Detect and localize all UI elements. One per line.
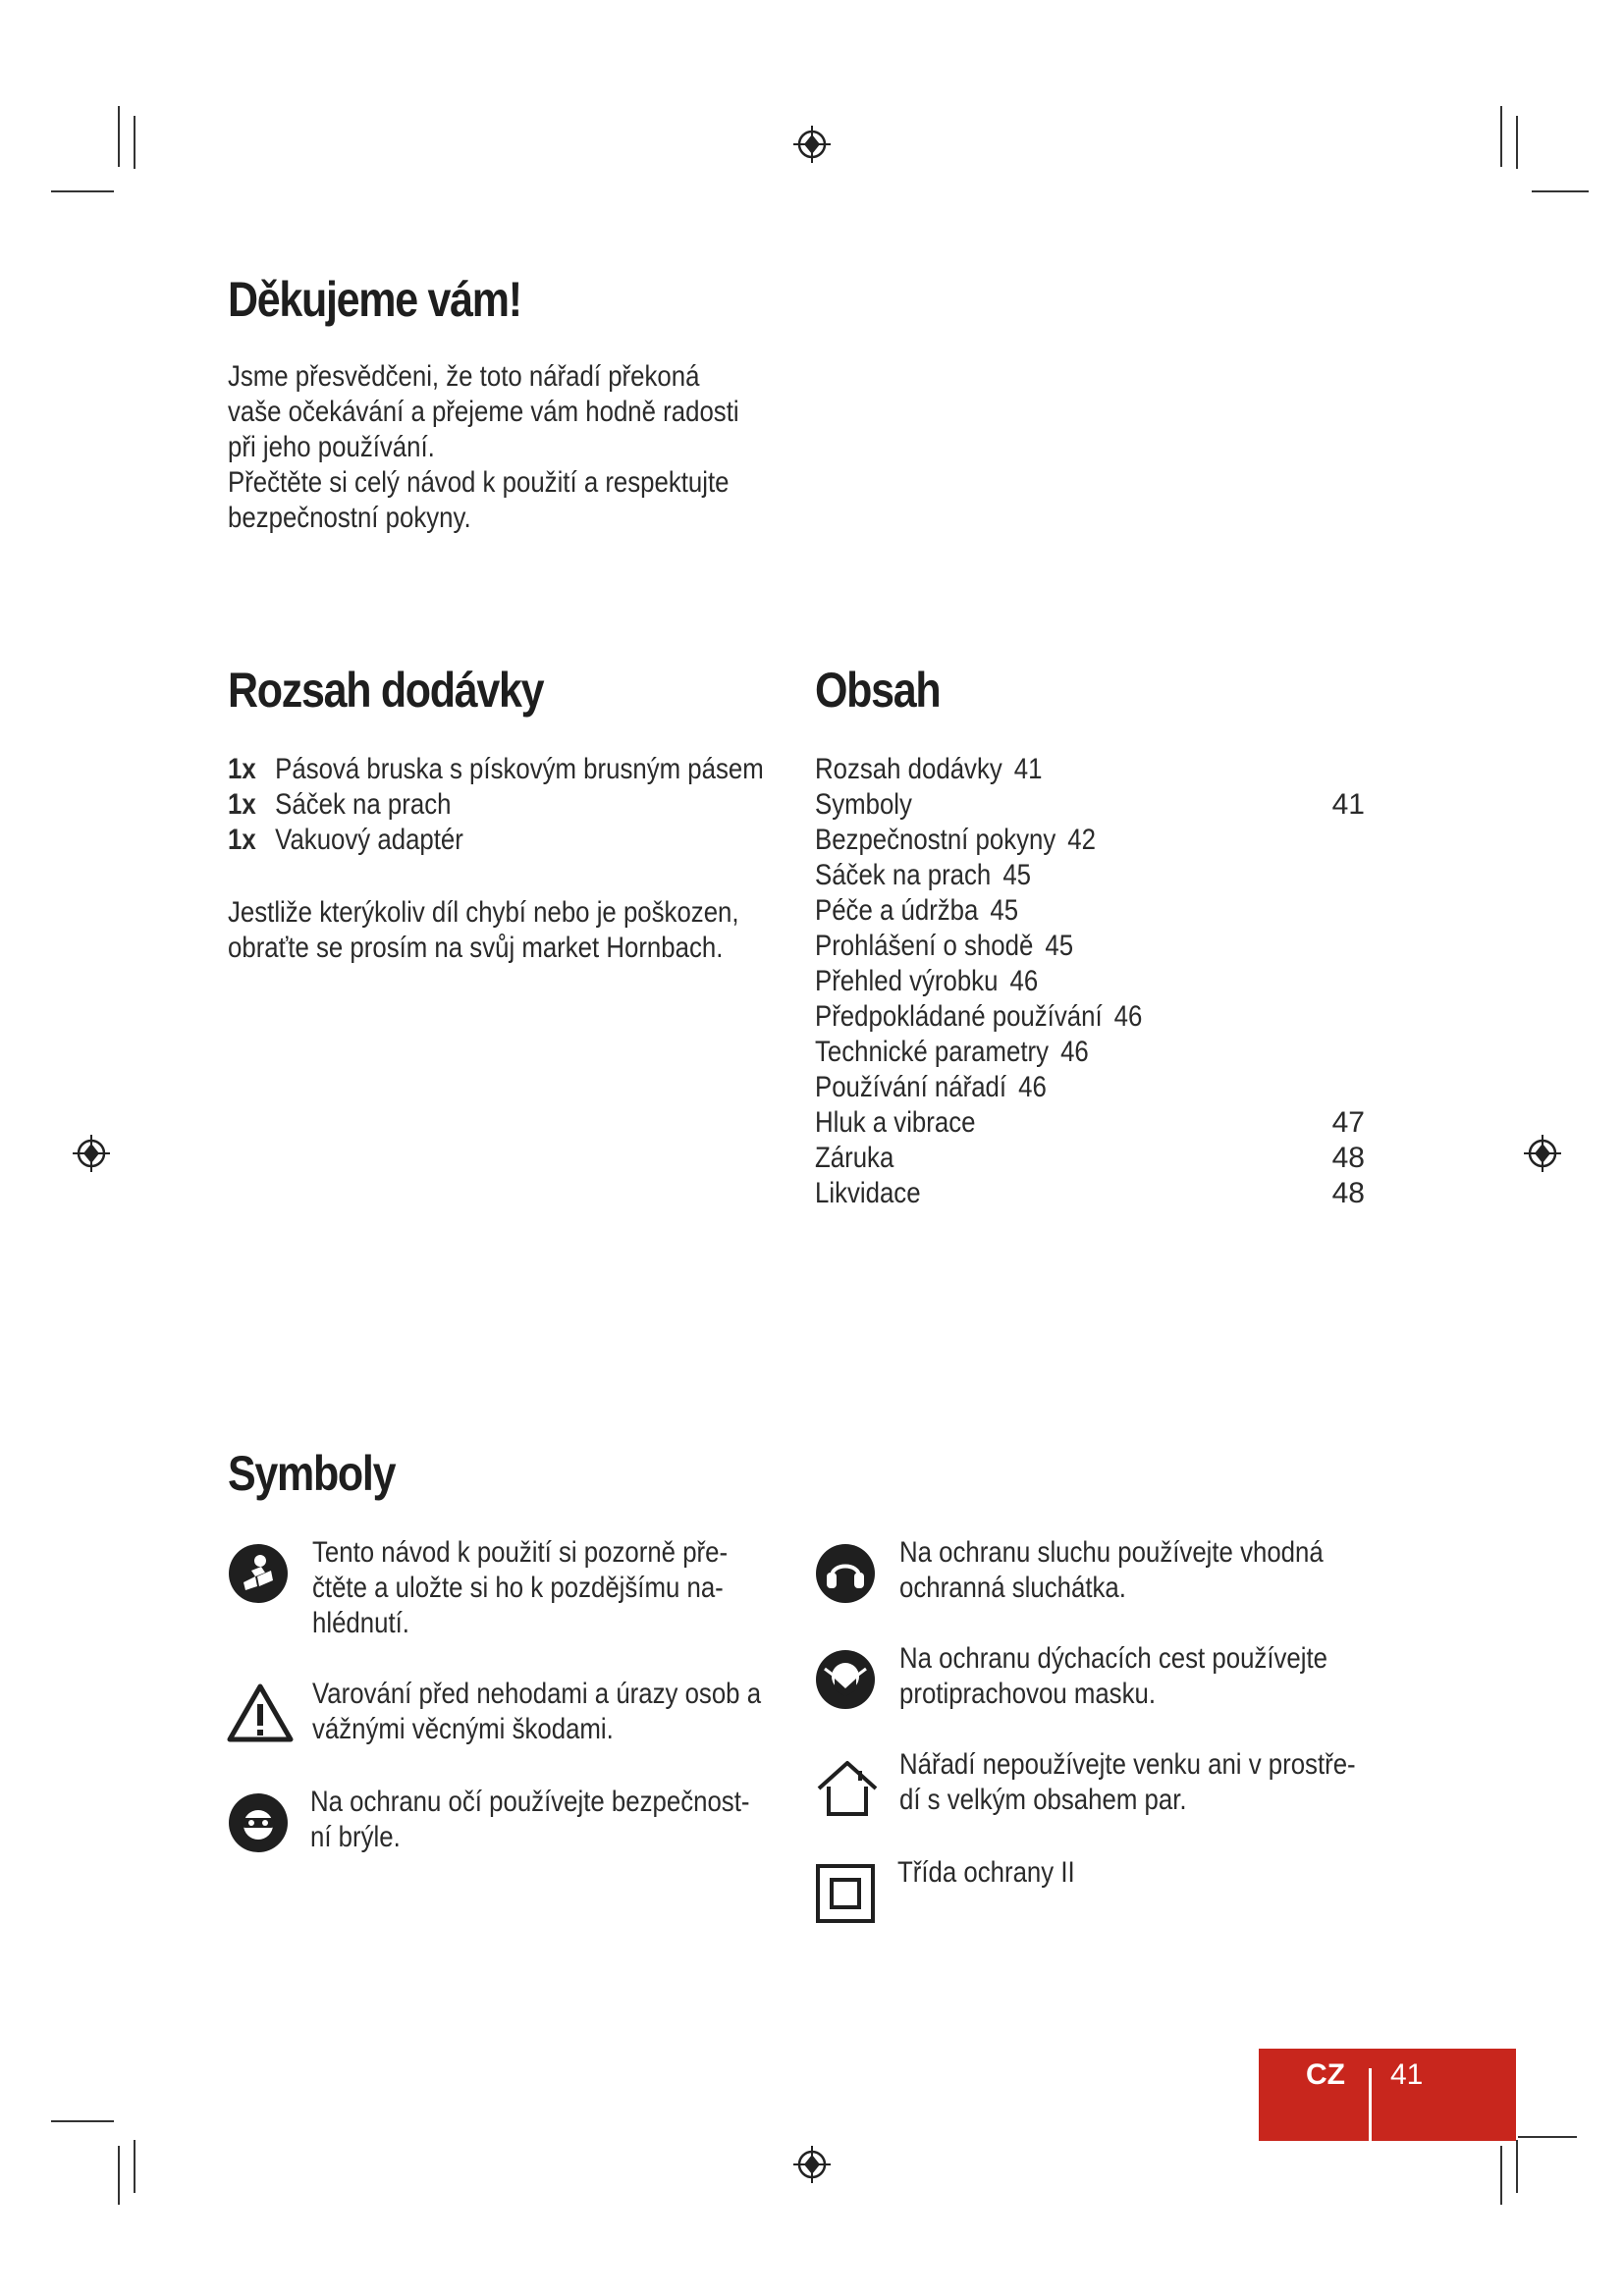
thanks-line: vaše očekávání a přejeme vám hodně radosti — [228, 396, 739, 428]
contents-list — [815, 752, 1365, 1223]
symbol-text-line: dí s velkým obsahem par. — [899, 1784, 1187, 1816]
symbol-text-line: protiprachovou masku. — [899, 1678, 1157, 1710]
contents-entry-page: 41 — [1013, 753, 1043, 785]
contents-entry — [815, 823, 1096, 858]
safety-goggles-icon — [228, 1792, 289, 1858]
symbol-text-line: hlédnutí. — [312, 1607, 409, 1639]
delivery-label: Pásová bruska s pískovým brusným pásem — [275, 753, 764, 785]
contents-entry — [815, 1105, 975, 1141]
ear-protection-icon — [815, 1543, 876, 1609]
contents-entry-label: Technické parametry — [815, 1036, 1050, 1068]
delivery-item — [228, 787, 819, 823]
contents-entry-label: Záruka — [815, 1142, 894, 1174]
delivery-label: Sáček na prach — [275, 788, 452, 821]
thanks-line: při jeho používání. — [228, 431, 435, 463]
read-manual-icon — [228, 1543, 289, 1609]
contents-entry-page: 45 — [990, 894, 1019, 927]
delivery-item — [228, 823, 819, 858]
symbol-text-line: Na ochranu dýchacích cest používejte — [899, 1642, 1327, 1675]
contents-entry-page: 46 — [1113, 1000, 1143, 1033]
contents-entry-page: 41 — [1331, 788, 1365, 821]
symbol-description — [899, 1641, 1327, 1712]
symbol-text-line: Tento návod k použití si pozorně pře- — [312, 1536, 729, 1569]
thanks-line: Přečtěte si celý návod k použití a respektujte — [228, 466, 730, 499]
contents-entry-page: 45 — [1002, 859, 1032, 891]
symbol-text-line: vážnými věcnými škodami. — [312, 1713, 614, 1745]
symbol-text-line: Na ochranu očí používejte bezpečnost- — [310, 1786, 750, 1818]
language-label: CZ — [1306, 2058, 1345, 2091]
contents-entry-page: 45 — [1045, 930, 1074, 962]
symbol-text-line: Třída ochrany II — [897, 1856, 1075, 1889]
thanks-line: bezpečnostní pokyny. — [228, 502, 471, 534]
delivery-qty: 1x — [228, 788, 256, 821]
contents-entry-label: Bezpečnostní pokyny — [815, 824, 1056, 856]
contents-entry — [815, 1176, 921, 1211]
contents-entry — [815, 964, 1038, 999]
contents-entry-page: 47 — [1331, 1106, 1365, 1139]
contents-entry-page: 42 — [1067, 824, 1097, 856]
contents-entry — [815, 1070, 1047, 1105]
registration-mark-icon — [71, 1133, 112, 1174]
contents-entry — [815, 1035, 1089, 1070]
contents-entry-label: Přehled výrobku — [815, 965, 999, 997]
symbols-title: Symboly — [228, 1446, 396, 1501]
contents-entry-label: Likvidace — [815, 1177, 921, 1209]
delivery-item — [228, 752, 819, 787]
symbol-text-line: Na ochranu sluchu používejte vhodná — [899, 1536, 1324, 1569]
thanks-paragraph — [228, 359, 785, 536]
tab-divider — [1369, 2068, 1372, 2141]
warning-triangle-icon — [226, 1682, 295, 1748]
dust-mask-icon — [815, 1649, 876, 1715]
contents-entry-label: Používání nářadí — [815, 1071, 1007, 1103]
delivery-title: Rozsah dodávky — [228, 663, 544, 718]
contents-entry — [815, 752, 1042, 787]
registration-mark-icon — [791, 2144, 833, 2185]
contents-entry-page: 46 — [1009, 965, 1039, 997]
symbol-description — [899, 1747, 1356, 1818]
contents-entry-label: Sáček na prach — [815, 859, 992, 891]
symbol-text-line: čtěte a uložte si ho k pozdějšímu na- — [312, 1572, 724, 1604]
delivery-qty: 1x — [228, 753, 256, 785]
symbol-text-line: ochranná sluchátka. — [899, 1572, 1126, 1604]
contents-entry — [815, 893, 1018, 929]
contents-entry-label: Rozsah dodávky — [815, 753, 1002, 785]
symbol-description — [899, 1535, 1324, 1606]
contents-entry — [815, 787, 912, 823]
symbol-description — [897, 1855, 1303, 1891]
delivery-note-line: Jestliže kterýkoliv díl chybí nebo je poškozen, — [228, 896, 739, 929]
contents-entry-page: 48 — [1331, 1142, 1365, 1174]
contents-entry-label: Hluk a vibrace — [815, 1106, 976, 1139]
contents-entry-label: Symboly — [815, 788, 912, 821]
symbol-text-line: Varování před nehodami a úrazy osob a — [312, 1678, 762, 1710]
symbol-text-line: Nářadí nepoužívejte venku ani v prostře- — [899, 1748, 1356, 1781]
indoor-use-only-icon — [815, 1757, 880, 1823]
protection-class-ii-icon — [815, 1863, 876, 1929]
registration-mark-icon — [1522, 1133, 1563, 1174]
contents-title: Obsah — [815, 663, 941, 718]
registration-mark-icon — [791, 124, 833, 165]
contents-entry — [815, 999, 1142, 1035]
contents-entry-label: Předpokládané používání — [815, 1000, 1103, 1033]
symbol-description — [312, 1677, 762, 1747]
symbol-description — [310, 1785, 750, 1855]
contents-entry-label: Péče a údržba — [815, 894, 979, 927]
delivery-note-line: obraťte se prosím na svůj market Hornbach. — [228, 932, 724, 964]
contents-entry-page: 48 — [1331, 1177, 1365, 1209]
contents-entry — [815, 858, 1031, 893]
contents-entry-page: 46 — [1018, 1071, 1047, 1103]
delivery-qty: 1x — [228, 824, 256, 856]
contents-entry — [815, 929, 1073, 964]
contents-entry-label: Prohlášení o shodě — [815, 930, 1034, 962]
symbol-text-line: ní brýle. — [310, 1821, 401, 1853]
delivery-list — [228, 752, 819, 858]
contents-entry-page: 46 — [1060, 1036, 1089, 1068]
delivery-label: Vakuový adaptér — [275, 824, 463, 856]
page-number: 41 — [1390, 2058, 1424, 2091]
thanks-title: Děkujeme vám! — [228, 272, 521, 327]
contents-entry — [815, 1141, 893, 1176]
symbol-description — [312, 1535, 729, 1641]
thanks-line: Jsme přesvědčeni, že toto nářadí překoná — [228, 360, 700, 393]
page-tab — [1259, 2049, 1516, 2141]
delivery-note — [228, 895, 819, 966]
